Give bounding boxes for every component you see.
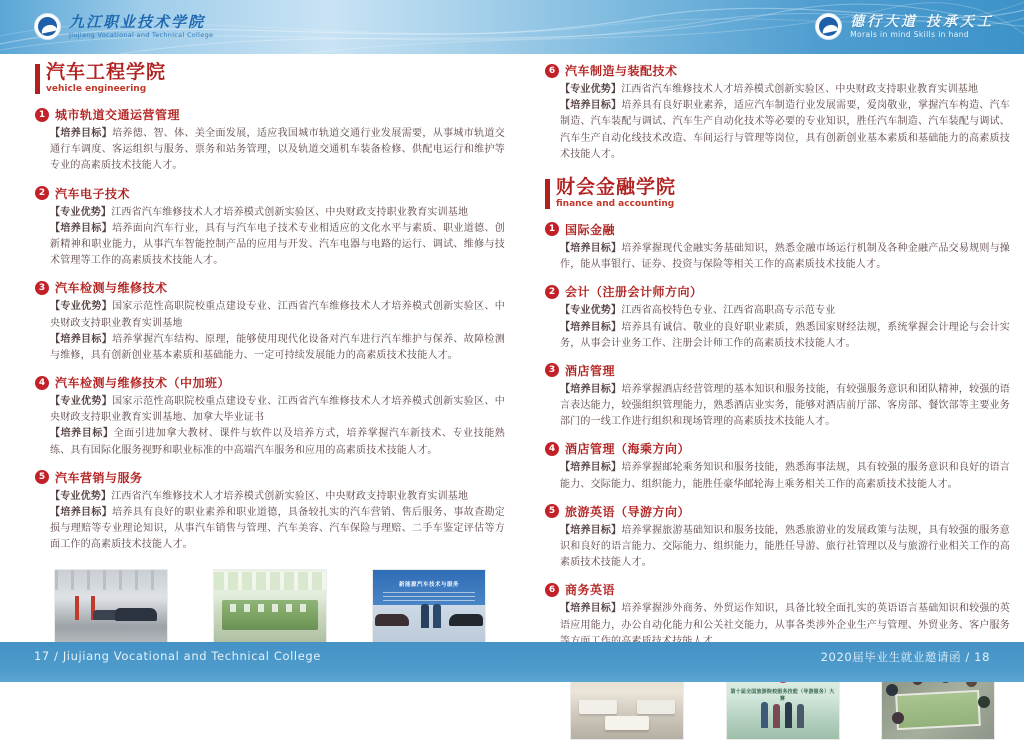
paragraph-label: 【培养目标】: [560, 603, 622, 615]
photo-backdrop-text: 新能源汽车技术与服务: [398, 581, 459, 588]
paragraph-label: 【培养目标】: [50, 222, 113, 234]
program-paragraph: [35, 299, 505, 331]
paragraph-label: 【专业优势】: [560, 305, 622, 317]
photo-detail: [115, 608, 157, 621]
program-number-badge: 4: [545, 442, 559, 456]
photo-new-energy-vehicle-competition: [373, 570, 485, 643]
college-subtitle: vehicle engineering: [46, 83, 147, 94]
program-paragraph: [35, 332, 505, 364]
red-bar: [35, 64, 40, 94]
program-number-badge: 6: [545, 583, 559, 597]
footer-page-right: 2020届毕业生就业邀请函 / 18: [820, 650, 990, 664]
program-number-badge: 1: [35, 108, 49, 122]
paragraph-text: 培养掌握现代金融实务基础知识，熟悉金融市场运行机制及各种金融产品交易规则与操作，能从事银行、证券、投资与保险等相关工作的高素质技术技能人才。: [560, 242, 1010, 271]
program-number-badge: 3: [35, 281, 49, 295]
photo-detail: [637, 700, 675, 714]
photo-detail: [895, 690, 981, 730]
program-paragraph: [545, 98, 1010, 163]
program-paragraph: [35, 505, 505, 554]
college-header-vehicle: [35, 62, 505, 94]
program-title: 酒店管理（海乘方向）: [565, 442, 691, 457]
photo-detail: [383, 592, 475, 604]
photo-campus-model-room: [214, 570, 326, 643]
program-title: 酒店管理: [565, 363, 616, 378]
program-heading: [545, 283, 1010, 300]
college-title: 汽车工程学院: [46, 61, 167, 83]
paragraph-label: 【培养目标】: [560, 242, 622, 254]
paragraph-label: 【培养目标】: [50, 333, 113, 345]
paragraph-text: 培养具有良好职业素养，适应汽车制造行业发展需要，爱岗敬业，掌握汽车构造、汽车制造、汽车装配与调试、汽车生产自动化技术等必要的专业知识，胜任汽车制造、汽车装配与调试、汽车生产自动化线技术改造、车间运行与管理等岗位，具有创新创业基本素质和基础能力的高素质技术技能人才。: [560, 100, 1010, 160]
paragraph-text: 培养掌握旅游基础知识和服务技能，熟悉旅游业的发展政策与法规，具有较强的服务意识和良好的语言能力、交际能力、组织能力，能胜任导游、旅行社管理以及与旅游行业相关工作的高素质技术技能人才。: [560, 524, 1010, 569]
program-title: 会计（注册会计师方向）: [565, 285, 703, 300]
slogan-cn: 德行大道 技承天工: [850, 13, 994, 30]
program-section-f2: [545, 283, 1010, 352]
paragraph-label: 【专业优势】: [50, 301, 113, 313]
program-heading: [545, 581, 1010, 598]
college-title-block: [46, 62, 166, 94]
program-number-badge: 3: [545, 363, 559, 377]
program-heading: [35, 469, 505, 486]
program-paragraph: [545, 303, 1010, 319]
program-section-f6: [545, 581, 1010, 650]
program-paragraph: [35, 426, 505, 458]
slogan-emblem-icon: [819, 17, 838, 36]
program-heading: [545, 221, 1010, 238]
photo-row-left: [35, 564, 505, 653]
program-section-4: [35, 374, 505, 459]
photo-auto-repair-workshop: [55, 570, 167, 643]
photo-detail: [433, 604, 441, 628]
page-header-band: [0, 0, 1024, 54]
college-title-block: [556, 177, 676, 209]
school-name-en: Jiujiang Vocational and Technical College: [69, 30, 214, 39]
paragraph-text: 培养具有诚信、敬业的良好职业素质，熟悉国家财经法规，系统掌握会计理论与会计实务，从事会计业务工作、注册会计师工作的高素质技术技能人才。: [560, 321, 1010, 349]
program-paragraph: [35, 126, 505, 175]
paragraph-label: 【培养目标】: [560, 462, 622, 474]
program-title: 汽车检测与维修技术: [55, 281, 168, 296]
program-section-5: [35, 469, 505, 554]
paragraph-text: 国家示范性高职院校重点建设专业、江西省汽车维修技术人才培养模式创新实验区、中央财政支持职业教育实训基地: [50, 301, 506, 329]
program-section-f3: [545, 362, 1010, 431]
photo-detail: [375, 614, 409, 626]
program-number-badge: 1: [545, 222, 559, 236]
program-title: 国际金融: [565, 222, 616, 237]
paragraph-text: 江西省高校特色专业、江西省高职高专示范专业: [621, 305, 836, 317]
paragraph-text: 培养德、智、体、美全面发展，适应我国城市轨道交通行业发展需要，从事城市轨道交通行车调度、客运组织与服务、票务和站务管理，以及轨道交通机车装备检修、供配电运行和维护等专业的高素质技术技能人才。: [50, 128, 506, 172]
program-paragraph: [545, 523, 1010, 572]
photo-detail: [773, 704, 780, 728]
program-title: 汽车营销与服务: [55, 470, 143, 485]
program-section-f5: [545, 503, 1010, 572]
photo-detail: [892, 712, 904, 724]
program-title: 商务英语: [565, 583, 616, 598]
program-heading: [35, 374, 505, 391]
program-title: 旅游英语（导游方向）: [565, 504, 691, 519]
program-section-f4: [545, 440, 1010, 492]
paragraph-label: 【专业优势】: [50, 490, 112, 502]
photo-detail: [214, 572, 326, 590]
program-title: 汽车电子技术: [55, 186, 131, 201]
program-heading: [35, 106, 505, 123]
slogan-logo-icon: [815, 13, 842, 40]
footer-page-left: 17 / Jiujiang Vocational and Technical College: [34, 649, 321, 663]
program-number-badge: 6: [545, 64, 559, 78]
paragraph-text: 江西省汽车维修技术人才培养模式创新实验区、中央财政支持职业教育实训基地: [111, 206, 469, 218]
photo-detail: [421, 604, 429, 628]
paragraph-text: 培养具有良好的职业素养和职业道德，具备较扎实的汽车营销、售后服务、事故查勘定损与理赔等专业理论知识，从事汽车销售与管理、汽车美容、汽车保险与理赔、二手车鉴定评估等方面工作的高素质技术技能人才。: [50, 507, 506, 551]
program-heading: [35, 279, 505, 296]
photo-detail: [605, 716, 649, 730]
college-title: 财会金融学院: [556, 175, 677, 198]
school-brand: [34, 13, 213, 40]
school-name-block: [69, 14, 213, 39]
program-paragraph: [545, 320, 1010, 352]
school-emblem-icon: [38, 17, 57, 36]
photo-detail: [797, 704, 804, 728]
paragraph-text: 培养掌握涉外商务、外贸运作知识，具备比较全面扎实的英语语言基础知识和较强的英语应用能力，办公自动化能力和公关社交能力，从事各类涉外企业生产与管理、外贸业务、客户服务: [560, 603, 1010, 631]
college-header-finance: [545, 177, 1010, 209]
program-heading: [545, 440, 1010, 457]
program-paragraph: [545, 82, 1010, 98]
program-heading: [545, 362, 1010, 379]
program-number-badge: 4: [35, 376, 49, 390]
page-footer-band: [0, 642, 1024, 682]
program-paragraph: [545, 241, 1010, 273]
photo-detail: [55, 570, 167, 590]
program-section-3: [35, 279, 505, 364]
program-title: 城市轨道交通运营管理: [55, 108, 181, 122]
program-paragraph: [545, 382, 1010, 431]
program-title: 汽车检测与维修技术（中加班）: [55, 376, 231, 391]
paragraph-text: 江西省汽车维修技术人才培养模式创新实验区、中央财政支持职业教育实训基地: [111, 490, 469, 502]
paragraph-text: 全面引进加拿大教材、课件与软件以及培养方式，培养掌握汽车新技术、专业技能熟练、具有国际化服务视野和职业标准的中高端汽车服务和应用的高素质技术技能人才。: [50, 428, 505, 456]
program-section-f1: [545, 221, 1010, 273]
photo-detail: [230, 604, 310, 612]
photo-detail: [579, 700, 617, 714]
paragraph-label: 【培养目标】: [50, 128, 113, 139]
photo-detail: [75, 596, 79, 620]
paragraph-label: 【培养目标】: [50, 428, 114, 440]
red-bar: [545, 179, 550, 209]
photo-detail: [785, 702, 792, 728]
slogan-en: Morals in mind Skills in hand: [850, 30, 970, 40]
program-number-badge: 2: [35, 186, 49, 200]
program-title: 汽车制造与装配技术: [565, 64, 678, 78]
paragraph-label: 【培养目标】: [560, 100, 622, 112]
program-number-badge: 5: [35, 470, 49, 484]
photo-detail: [761, 702, 768, 728]
paragraph-label: 【专业优势】: [50, 396, 113, 408]
paragraph-label: 【培养目标】: [50, 507, 113, 518]
program-paragraph: [35, 221, 505, 270]
paragraph-label: 【培养目标】: [560, 321, 622, 333]
program-paragraph: [35, 489, 505, 505]
college-subtitle: finance and accounting: [556, 198, 675, 209]
program-heading: [35, 185, 505, 202]
paragraph-text: 培养面向汽车行业，具有与汽车电子技术专业相适应的文化水平与素质、职业道德、创新精神和职业能力，从事汽车智能控制产品的应用与开发、汽车电器与电路的运行、调试、维修与技术管理等工作的高素质技术技能人才。: [50, 222, 506, 267]
photo-backdrop-text: 第十届全国旅游院校服务技能（导游服务）大赛: [730, 688, 835, 702]
paragraph-text: 江西省汽车维修技术人才培养模式创新实验区、中央财政支持职业教育实训基地: [621, 84, 979, 95]
paragraph-text: 培养掌握汽车结构、原理，能够使用现代化设备对汽车进行汽车维护与保养、故障检测与维修，具有创新创业基本素质和基础能力、一定可持续发展能力的高素质技术技能人才。: [50, 333, 506, 361]
program-number-badge: 2: [545, 285, 559, 299]
school-slogan-block: [815, 13, 994, 40]
program-heading: [545, 62, 1010, 79]
photo-detail: [886, 684, 898, 696]
left-page-column: [0, 58, 505, 642]
program-paragraph: [545, 460, 1010, 492]
photo-detail: [449, 614, 483, 626]
photo-detail: [978, 696, 990, 708]
paragraph-label: 【培养目标】: [560, 383, 622, 395]
paragraph-text: 培养掌握酒店经营管理的基本知识和服务技能，有较强服务意识和团队精神，较强的语言表达能力，较强组织管理能力，熟悉酒店业实务，能够对酒店前厅部、客房部、餐饮部等主要业务部门的一线工作进行组织和现场管理的高素质技术技能人才。: [560, 383, 1010, 428]
program-section-1: [35, 106, 505, 175]
school-logo-icon: [34, 13, 61, 40]
program-section-2: [35, 185, 505, 270]
paragraph-text: 培养掌握邮轮乘务知识和服务技能，熟悉海事法规，具有较强的服务意识和良好的语言能力、交际能力、组织能力，能胜任豪华邮轮海上乘务相关工作的高素质技术技能人才。: [560, 462, 1010, 490]
program-number-badge: 5: [545, 504, 559, 518]
program-heading: [545, 503, 1010, 520]
paragraph-label: 【专业优势】: [560, 84, 622, 95]
school-name-cn: 九江职业技术学院: [69, 13, 206, 32]
paragraph-label: 【专业优势】: [50, 206, 112, 218]
program-paragraph: [35, 205, 505, 221]
program-section-6: [545, 62, 1010, 163]
paragraph-label: 【培养目标】: [560, 524, 622, 536]
slogan-text-block: [850, 14, 994, 39]
program-paragraph: [35, 394, 505, 426]
paragraph-text: 国家示范性高职院校重点建设专业、江西省汽车维修技术人才培养模式创新实验区、中央财政支持职业教育实训基地、加拿大毕业证书: [50, 396, 506, 424]
